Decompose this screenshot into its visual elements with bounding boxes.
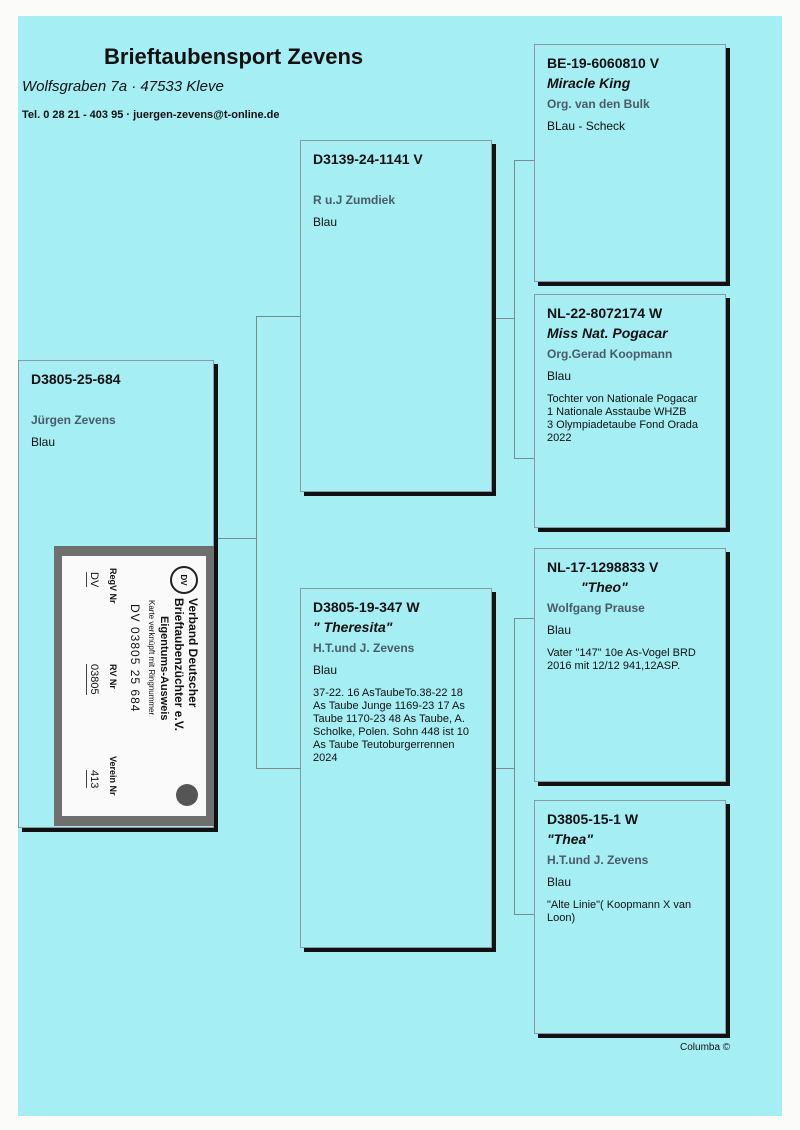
connector-line bbox=[256, 316, 300, 317]
association-name-2: Brieftaubenzüchter e.V. bbox=[172, 598, 186, 731]
loft-contact: Tel. 0 28 21 - 403 95 · juergen-zevens@t-online.de bbox=[22, 109, 280, 121]
color: Blau bbox=[31, 435, 56, 449]
ownership-card bbox=[54, 546, 214, 826]
color: Blau bbox=[547, 623, 572, 637]
color: Blau bbox=[547, 369, 572, 383]
footer-credit: Columba © bbox=[680, 1042, 731, 1053]
pigeon-name: "Thea" bbox=[547, 831, 593, 847]
ring-number: D3805-19-347 W bbox=[313, 599, 420, 615]
connector-line bbox=[514, 160, 515, 458]
verein-value: 413 bbox=[88, 770, 100, 789]
sire-dam-card bbox=[534, 294, 726, 528]
performance-notes: "Alte Linie"( Koopmann X van Loon) bbox=[547, 899, 692, 924]
connector-line bbox=[492, 768, 514, 769]
owner: H.T.und J. Zevens bbox=[313, 641, 415, 655]
ring-number: D3139-24-1141 V bbox=[313, 151, 423, 167]
connector-line bbox=[256, 316, 257, 768]
pigeon-name: Miracle King bbox=[547, 75, 631, 91]
rv-value: 03805 bbox=[88, 664, 100, 695]
regv-value: DV bbox=[88, 572, 100, 588]
association-name: Verband Deutscher bbox=[186, 598, 200, 708]
loft-title: Brieftaubensport Zevens bbox=[104, 44, 364, 69]
owner: Org.Gerad Koopmann bbox=[547, 347, 673, 361]
owner: Org. van den Bulk bbox=[547, 97, 650, 111]
connector-line bbox=[492, 318, 514, 319]
color: Blau bbox=[313, 663, 338, 677]
connector-line bbox=[514, 458, 534, 459]
regv-label: RegV Nr bbox=[108, 568, 118, 604]
owner: H.T.und J. Zevens bbox=[547, 853, 649, 867]
sire-sire-card bbox=[534, 44, 726, 282]
connector-line bbox=[514, 914, 534, 915]
performance-notes: 37-22. 16 AsTaubeTo.38-22 18 As Taube Junge 1169-23 17 As Taube 1170-23 48 As Taube, A. Scholke, Polen. Sohn 448 ist 10 As Taube Teutoburgerrennen 2024 bbox=[313, 687, 469, 764]
connector-line bbox=[514, 618, 515, 914]
dam-card bbox=[300, 588, 492, 948]
color: Blau bbox=[313, 215, 338, 229]
portrait-icon bbox=[176, 784, 198, 806]
dam-sire-card bbox=[534, 548, 726, 782]
pigeon-name: "Theo" bbox=[581, 579, 628, 595]
ring-number: NL-22-8072174 W bbox=[547, 305, 663, 321]
connector-line bbox=[256, 768, 300, 769]
ring-number: BE-19-6060810 V bbox=[547, 55, 660, 71]
performance-notes: Tochter von Nationale Pogacar 1 Nationale Asstaube WHZB 3 Olympiadetaube Fond Orada 2022 bbox=[547, 393, 699, 444]
card-subtitle: Karte verknüpft mit Ringnummer bbox=[147, 600, 156, 716]
verein-label: Verein Nr bbox=[108, 756, 118, 796]
ring-number: D3805-25-684 bbox=[31, 371, 121, 387]
card-ring-number: DV 03805 25 684 bbox=[128, 604, 142, 713]
pigeon-name: Miss Nat. Pogacar bbox=[547, 325, 668, 341]
sire-card bbox=[300, 140, 492, 492]
color: BLau - Scheck bbox=[547, 119, 626, 133]
association-logo-icon: DV bbox=[170, 566, 198, 594]
ring-number: D3805-15-1 W bbox=[547, 811, 639, 827]
performance-notes: Vater "147" 10e As-Vogel BRD 2016 mit 12/12 941,12ASP. bbox=[547, 647, 696, 672]
loft-address: Wolfsgraben 7a · 47533 Kleve bbox=[22, 78, 224, 95]
dam-dam-card bbox=[534, 800, 726, 1034]
pigeon-name: " Theresita" bbox=[313, 619, 393, 635]
ring-number: NL-17-1298833 V bbox=[547, 559, 659, 575]
connector-line bbox=[514, 618, 534, 619]
connector-line bbox=[212, 538, 256, 539]
color: Blau bbox=[547, 875, 572, 889]
owner: Wolfgang Prause bbox=[547, 601, 645, 615]
owner: R u.J Zumdiek bbox=[313, 193, 396, 207]
owner: Jürgen Zevens bbox=[31, 413, 116, 427]
connector-line bbox=[514, 160, 534, 161]
card-title: Eigentums-Ausweis bbox=[158, 616, 170, 721]
rv-label: RV Nr bbox=[108, 664, 118, 689]
